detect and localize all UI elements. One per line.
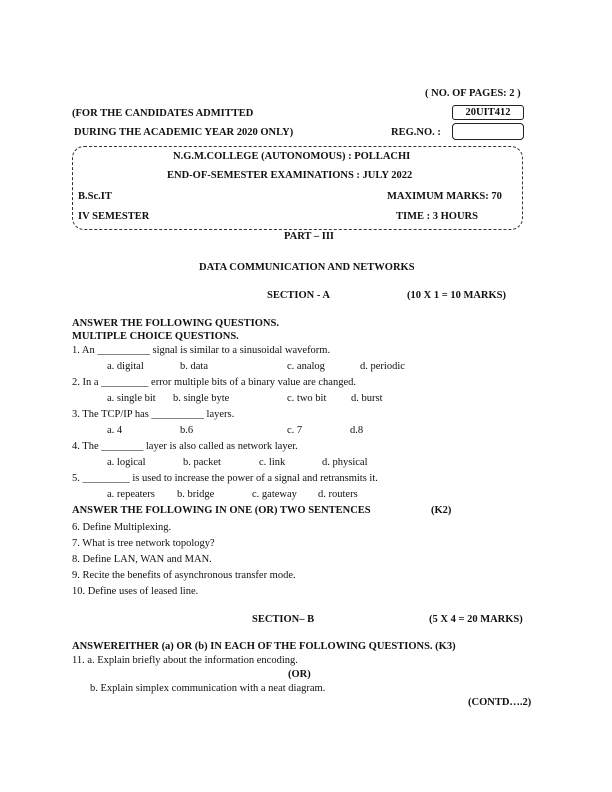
- course-code-box: 20UIT412: [452, 105, 524, 120]
- reg-no-field[interactable]: [452, 123, 524, 140]
- mcq-2-option-d: d. burst: [351, 393, 383, 404]
- college-name: N.G.M.COLLEGE (AUTONOMOUS) : POLLACHI: [173, 151, 411, 162]
- short-question-8: 8. Define LAN, WAN and MAN.: [72, 554, 212, 565]
- mcq-5-option-d: d. routers: [318, 489, 358, 500]
- candidates-note-line2: DURING THE ACADEMIC YEAR 2020 ONLY): [74, 127, 294, 138]
- mcq-1-option-c: c. analog: [287, 361, 325, 372]
- mcq-1-option-a: a. digital: [107, 361, 144, 372]
- section-a-marks: (10 X 1 = 10 MARKS): [407, 290, 507, 301]
- mcq-4-option-b: b. packet: [183, 457, 221, 468]
- mcq-question-5: 5. _________ is used to increase the power of a signal and retransmits it.: [72, 473, 378, 484]
- section-a-title: SECTION - A: [267, 290, 331, 301]
- short-answer-level: (K2): [431, 505, 452, 516]
- section-b-marks: (5 X 4 = 20 MARKS): [429, 614, 523, 625]
- question-11a: 11. a. Explain briefly about the information encoding.: [72, 655, 298, 666]
- short-question-6: 6. Define Multiplexing.: [72, 522, 172, 533]
- mcq-5-option-a: a. repeaters: [107, 489, 155, 500]
- mcq-3-option-d: d.8: [350, 425, 364, 436]
- mcq-3-option-c: c. 7: [287, 425, 303, 436]
- short-question-9: 9. Recite the benefits of asynchronous transfer mode.: [72, 570, 296, 581]
- mcq-2-option-a: a. single bit: [107, 393, 156, 404]
- short-question-7: 7. What is tree network topology?: [72, 538, 215, 549]
- mcq-5-option-b: b. bridge: [177, 489, 215, 500]
- mcq-instruction: MULTIPLE CHOICE QUESTIONS.: [72, 331, 239, 342]
- mcq-question-2: 2. In a _________ error multiple bits of a binary value are changed.: [72, 377, 356, 388]
- semester: IV SEMESTER: [78, 211, 150, 222]
- question-11b: b. Explain simplex communication with a neat diagram.: [90, 683, 326, 694]
- section-b-title: SECTION– B: [252, 614, 315, 625]
- mcq-question-1: 1. An __________ signal is similar to a sinusoidal waveform.: [72, 345, 331, 356]
- mcq-5-option-c: c. gateway: [252, 489, 297, 500]
- mcq-4-option-a: a. logical: [107, 457, 146, 468]
- mcq-3-option-a: a. 4: [107, 425, 123, 436]
- mcq-4-option-d: d. physical: [322, 457, 368, 468]
- mcq-2-option-b: b. single byte: [173, 393, 230, 404]
- section-b-instruction: ANSWEREITHER (a) OR (b) IN EACH OF THE FOLLOWING QUESTIONS. (K3): [72, 641, 456, 652]
- section-a-instruction: ANSWER THE FOLLOWING QUESTIONS.: [72, 318, 279, 329]
- exam-time: TIME : 3 HOURS: [396, 211, 478, 222]
- page-count: ( NO. OF PAGES: 2 ): [425, 88, 521, 99]
- short-question-10: 10. Define uses of leased line.: [72, 586, 199, 597]
- or-separator: (OR): [288, 669, 311, 680]
- short-answer-instruction: ANSWER THE FOLLOWING IN ONE (OR) TWO SENTENCES: [72, 505, 371, 516]
- max-marks: MAXIMUM MARKS: 70: [387, 191, 502, 202]
- mcq-4-option-c: c. link: [259, 457, 286, 468]
- mcq-1-option-b: b. data: [180, 361, 208, 372]
- reg-no-label: REG.NO. :: [391, 127, 441, 138]
- candidates-note-line1: (FOR THE CANDIDATES ADMITTED: [72, 108, 254, 119]
- mcq-2-option-c: c. two bit: [287, 393, 327, 404]
- continued-marker: (CONTD….2): [468, 697, 532, 708]
- programme: B.Sc.IT: [78, 191, 112, 202]
- exam-title: END-OF-SEMESTER EXAMINATIONS : JULY 2022: [167, 170, 413, 181]
- part-title: PART – III: [284, 231, 335, 242]
- subject-title: DATA COMMUNICATION AND NETWORKS: [199, 262, 415, 273]
- mcq-3-option-b: b.6: [180, 425, 194, 436]
- mcq-question-3: 3. The TCP/IP has __________ layers.: [72, 409, 235, 420]
- mcq-question-4: 4. The ________ layer is also called as network layer.: [72, 441, 298, 452]
- mcq-1-option-d: d. periodic: [360, 361, 405, 372]
